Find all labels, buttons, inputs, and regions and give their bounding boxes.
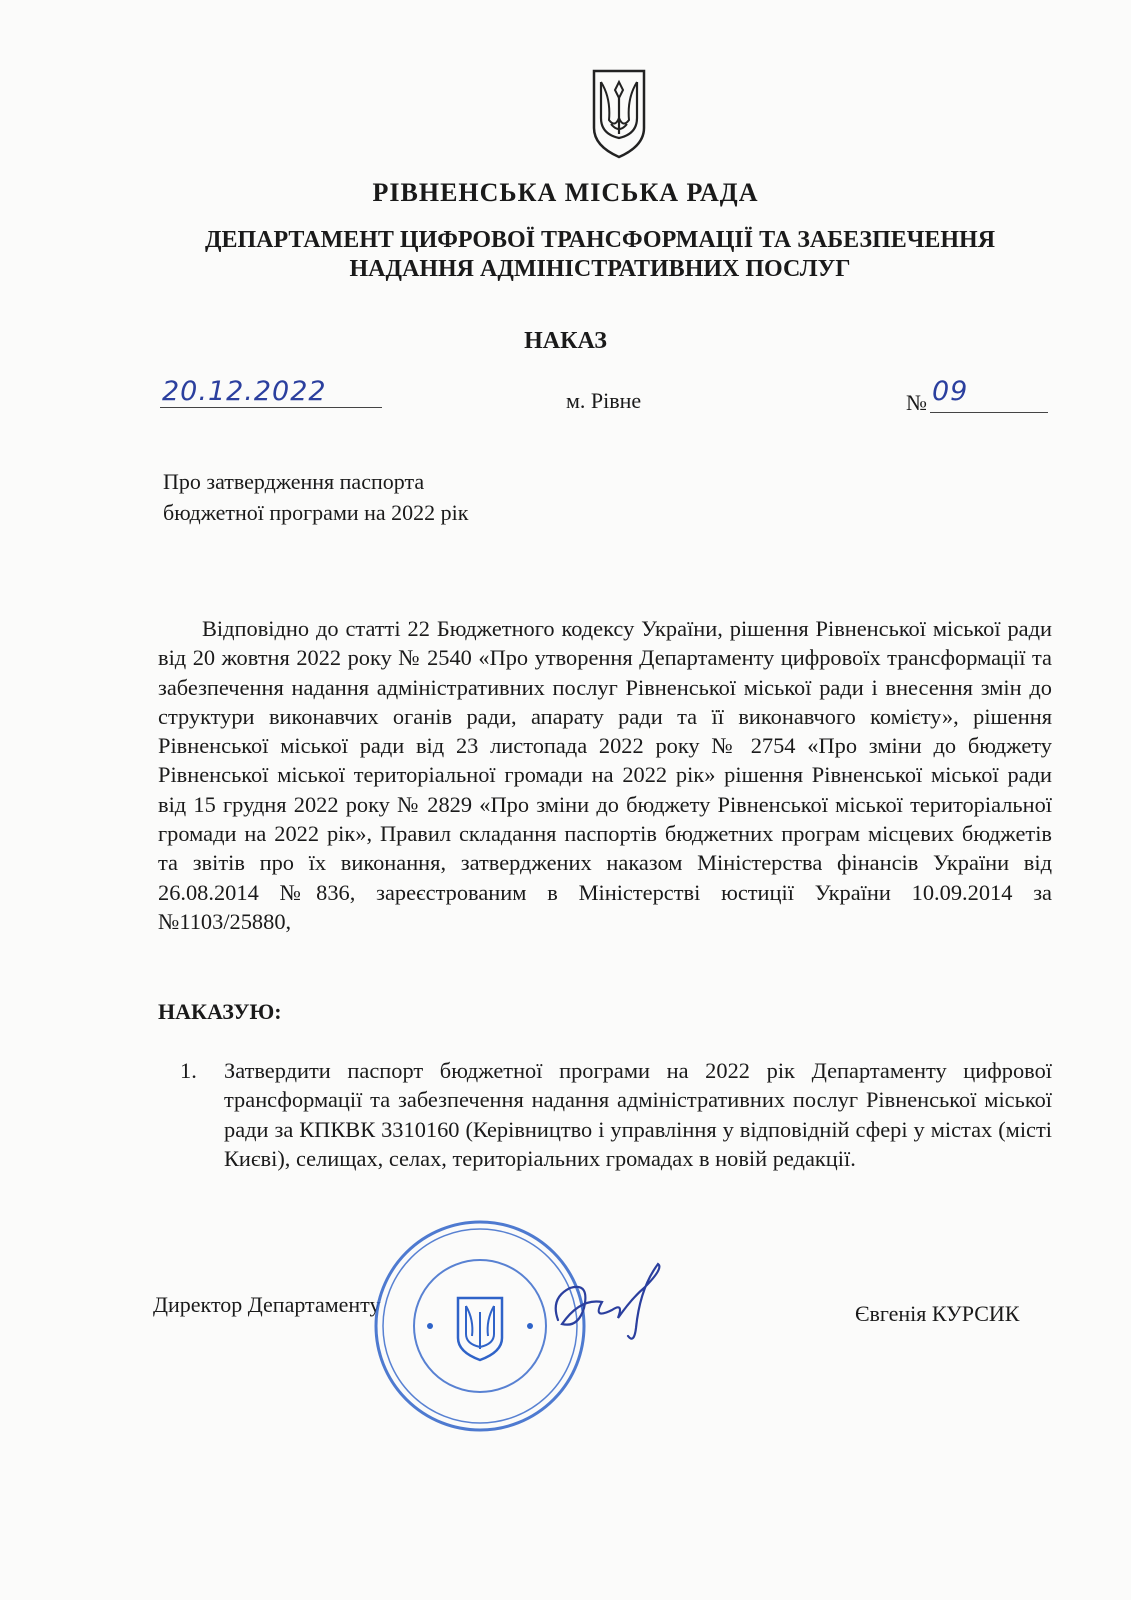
subject-line1: Про затвердження паспорта [163, 469, 425, 494]
date-underline [160, 407, 382, 408]
department-title-line1: ДЕПАРТАМЕНТ ЦИФРОВОЇ ТРАНСФОРМАЦІЇ ТА ЗАБЕЗПЕЧЕННЯ [204, 227, 996, 253]
subject-line2: бюджетної програми на 2022 рік [163, 500, 469, 525]
handwritten-signature [540, 1258, 680, 1348]
handwritten-number: 09 [932, 376, 969, 407]
department-title [150, 226, 1050, 284]
number-label: № [906, 390, 927, 415]
preamble-paragraph: Відповідно до статті 22 Бюджетного кодексу України, рішення Рівненської міської ради від 20 жовтня 2022 року № 2540 «Про утворення Департаменту цифровоїх трансформації та забезпечення надання адміністративних послуг Рівненської міської ради і внесення змін до структури виконавчих оганів ради, апарату ради та її виконавчого комієту», рішення Рівненської міської ради від 23 листопада 2022 року № 2754 «Про зміни до бюджету Рівненської міської територіальної громади на 2022 рік» рішення Рівненської міської ради від 15 грудня 2022 року № 2829 «Про зміни до бюджету Рівненської міської територіальної громади на 2022 рік», Правил складання паспортів бюджетних програм місцевих бюджетів та звітів про їх виконання, затверджених наказом Міністерства фінансів України від 26.08.2014 №836, зареєстрованим в Міністерстві юстиції України 10.09.2014 за №1103/25880, [158, 616, 1052, 934]
handwritten-date: 20.12.2022 [162, 376, 327, 407]
city: м. Рівне [566, 388, 642, 413]
number-underline [930, 412, 1048, 413]
order-item-number: 1. [180, 1058, 197, 1083]
signatory-position: Директор Департаменту [153, 1292, 381, 1317]
trident-emblem-icon [589, 68, 649, 160]
document-type: НАКАЗ [524, 328, 607, 354]
order-word: НАКАЗУЮ: [158, 999, 282, 1024]
subject [163, 466, 468, 528]
council-title: РІВНЕНСЬКА МІСЬКА РАДА [372, 178, 759, 207]
department-title-line2: НАДАННЯ АДМІНІСТРАТИВНИХ ПОСЛУГ [349, 256, 851, 282]
signatory-name: Євгенія КУРСИК [855, 1301, 1020, 1326]
order-item-text: Затвердити паспорт бюджетної програми на 2022 рік Департаменту цифрової трансформації та забезпечення надання адміністративних послуг Рівненської міської ради за КПКВК 3310160 (Керівництво і управління у відповідній сфері у містах (місті Києві), селищах, селах, територіальних громадах в новій редакції. [224, 1058, 1052, 1171]
